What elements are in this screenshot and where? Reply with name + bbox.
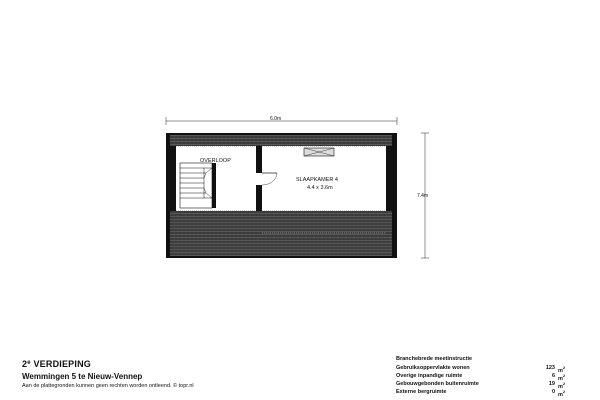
area-row-unit (558, 389, 565, 398)
floor-name: VERDIEPING (30, 359, 91, 369)
unit-exponent: 2 (562, 373, 566, 378)
skylight-icon (304, 148, 334, 156)
area-row-label: Externe bergruimte (396, 389, 447, 395)
area-row-value: 123 (545, 365, 555, 371)
area-row-label: Gebruiksoppervlakte wonen (396, 365, 470, 371)
roof-slope-top (170, 135, 392, 146)
unit-base: m (558, 384, 563, 390)
floor-title (22, 359, 91, 369)
area-row-value: 6 (551, 373, 555, 379)
depth-dimension-label: 7.4m (417, 193, 429, 199)
stairs-icon (180, 163, 216, 208)
area-row-value: 19 (548, 381, 555, 387)
area-row-label: Gebouwgebonden buitenruimte (396, 381, 479, 387)
unit-base: m (558, 368, 563, 374)
area-row (396, 389, 571, 398)
room-label-bedroom: SLAAPKAMER 4 (296, 177, 338, 183)
unit-exponent: 2 (562, 365, 566, 370)
area-row-label: Overige inpandige ruimte (396, 373, 463, 379)
property-address: Wemmingen 5 te Nieuw-Vennep (22, 372, 143, 381)
area-table-heading: Branchebrede meetinstructie (396, 356, 473, 362)
unit-exponent: 2 (562, 389, 566, 394)
room-dims-bedroom: 4.4 x 3.6m (307, 185, 333, 191)
floor-number: 2 (22, 359, 28, 369)
width-dimension-label: 6.0m (270, 116, 282, 122)
unit-base: m (558, 376, 563, 382)
roof-slope-bottom (170, 211, 392, 256)
unit-exponent: 2 (562, 381, 566, 386)
room-label-landing: OVERLOOP (200, 158, 231, 164)
door-opening (255, 173, 263, 185)
area-row-value: 0 (551, 389, 555, 395)
width-dimension-line (166, 117, 397, 125)
disclaimer-text: Aan de plattegronden kunnen geen rechten worden ontleend. © topr.nl (22, 383, 194, 389)
floor-ordinal-suffix: e (27, 360, 31, 366)
unit-base: m (558, 392, 563, 398)
